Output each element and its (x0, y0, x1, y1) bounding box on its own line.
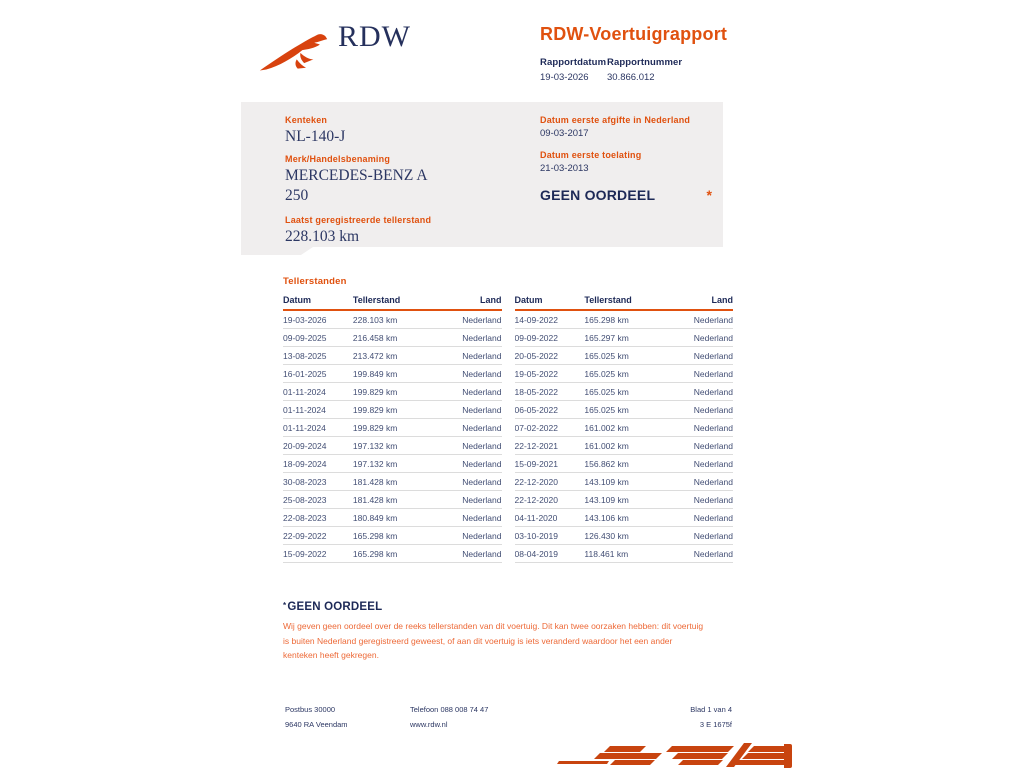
table-cell: Nederland (436, 527, 502, 545)
table-cell: 22-12-2020 (515, 491, 585, 509)
merk-value: MERCEDES-BENZ A 250 (285, 167, 427, 204)
table-cell: 19-03-2026 (283, 310, 353, 329)
col-header-tellerstand: Tellerstand (584, 293, 667, 310)
col-header-datum: Datum (283, 293, 353, 310)
footer-address-line2: 9640 RA Veendam (285, 720, 348, 729)
table-cell: Nederland (436, 491, 502, 509)
table-cell: 143.109 km (584, 491, 667, 509)
table-cell: 09-09-2025 (283, 329, 353, 347)
table-cell: 07-02-2022 (515, 419, 585, 437)
col-header-datum: Datum (515, 293, 585, 310)
table-cell: Nederland (436, 347, 502, 365)
table-cell: 165.298 km (353, 545, 436, 563)
table-row (283, 545, 502, 563)
table-row (515, 365, 734, 383)
table-cell: 199.849 km (353, 365, 436, 383)
table-row (283, 509, 502, 527)
footer-pageinfo (690, 702, 732, 732)
table-row (515, 419, 734, 437)
report-title: RDW-Voertuigrapport (540, 24, 728, 44)
col-header-land: Land (436, 293, 502, 310)
tellerstanden-section (283, 276, 733, 563)
report-number-field (607, 57, 683, 83)
table-cell: 181.428 km (353, 473, 436, 491)
tellerstanden-title: Tellerstanden (283, 276, 347, 287)
table-cell: 143.106 km (584, 509, 667, 527)
table-cell: 01-11-2024 (283, 383, 353, 401)
table-cell: 18-09-2024 (283, 455, 353, 473)
table-cell: Nederland (436, 401, 502, 419)
rdw-wing-stripes-graphic (548, 742, 792, 768)
table-cell: 228.103 km (353, 310, 436, 329)
table-header-row (515, 293, 734, 310)
table-row (515, 473, 734, 491)
table-cell: 15-09-2022 (283, 545, 353, 563)
table-row (515, 347, 734, 365)
table-row (515, 491, 734, 509)
table-cell: 199.829 km (353, 383, 436, 401)
table-cell: Nederland (667, 310, 733, 329)
table-cell: 14-09-2022 (515, 310, 585, 329)
table-row (283, 527, 502, 545)
table-cell: Nederland (436, 473, 502, 491)
report-title-block (540, 24, 727, 83)
report-date-value: 19-03-2026 (540, 72, 589, 83)
table-cell: Nederland (667, 365, 733, 383)
table-cell: 161.002 km (584, 419, 667, 437)
table-cell: 143.109 km (584, 473, 667, 491)
table-cell: Nederland (436, 383, 502, 401)
report-date-label: Rapportdatum (540, 57, 607, 68)
footnote-asterisk: * (283, 601, 287, 610)
table-row (515, 545, 734, 563)
table-cell: Nederland (436, 437, 502, 455)
rdw-wordmark: RDW (338, 20, 411, 53)
table-cell: 20-05-2022 (515, 347, 585, 365)
table-cell: 13-08-2025 (283, 347, 353, 365)
tellerstanden-table-right (515, 293, 734, 563)
merk-label: Merk/Handelsbenaming (285, 154, 391, 164)
vehicle-summary-panel (241, 102, 723, 247)
table-cell: 20-09-2024 (283, 437, 353, 455)
tellerstanden-table-left (283, 293, 502, 563)
toelating-value: 21-03-2013 (540, 163, 589, 174)
tellerstanden-tables (283, 293, 733, 563)
table-cell: 156.862 km (584, 455, 667, 473)
table-row (515, 329, 734, 347)
table-cell: 181.428 km (353, 491, 436, 509)
table-cell: 165.025 km (584, 383, 667, 401)
table-cell: 165.025 km (584, 347, 667, 365)
table-cell: 165.297 km (584, 329, 667, 347)
table-cell: 06-05-2022 (515, 401, 585, 419)
col-header-land: Land (667, 293, 733, 310)
table-cell: 126.430 km (584, 527, 667, 545)
footnote-title (283, 601, 707, 613)
table-cell: 199.829 km (353, 401, 436, 419)
geen-oordeel-footnote (283, 601, 707, 663)
table-row (283, 329, 502, 347)
table-cell: Nederland (436, 545, 502, 563)
kenteken-value: NL-140-J (285, 128, 346, 145)
rdw-logo-bird-icon (258, 28, 330, 76)
table-cell: 180.849 km (353, 509, 436, 527)
table-cell: 01-11-2024 (283, 401, 353, 419)
table-cell: 18-05-2022 (515, 383, 585, 401)
table-cell: 22-12-2021 (515, 437, 585, 455)
table-row (283, 473, 502, 491)
table-cell: Nederland (667, 329, 733, 347)
table-row (283, 401, 502, 419)
footer-form-code: 3 E 1675f (699, 720, 732, 729)
oordeel-asterisk: * (706, 187, 712, 203)
tellerstand-label: Laatst geregistreerde tellerstand (285, 215, 432, 225)
table-row (283, 455, 502, 473)
table-cell: Nederland (667, 401, 733, 419)
table-row (515, 310, 734, 329)
afgifte-label: Datum eerste afgifte in Nederland (540, 115, 691, 125)
table-cell: 165.298 km (584, 310, 667, 329)
table-row (283, 419, 502, 437)
table-row (283, 310, 502, 329)
table-row (283, 347, 502, 365)
table-cell: Nederland (436, 455, 502, 473)
table-cell: Nederland (667, 383, 733, 401)
table-cell: 197.132 km (353, 437, 436, 455)
table-cell: 216.458 km (353, 329, 436, 347)
table-row (515, 383, 734, 401)
table-cell: 199.829 km (353, 419, 436, 437)
report-number-value: 30.866.012 (607, 72, 655, 83)
table-cell: Nederland (667, 419, 733, 437)
table-cell: 165.298 km (353, 527, 436, 545)
table-cell: 30-08-2023 (283, 473, 353, 491)
rdw-brand (258, 20, 411, 76)
table-cell: 03-10-2019 (515, 527, 585, 545)
table-cell: 09-09-2022 (515, 329, 585, 347)
oordeel-row (540, 187, 712, 203)
footer-address-line1: Postbus 30000 (285, 705, 336, 714)
table-row (515, 509, 734, 527)
table-cell: 165.025 km (584, 401, 667, 419)
table-cell: Nederland (436, 365, 502, 383)
table-row (515, 437, 734, 455)
table-cell: Nederland (667, 545, 733, 563)
table-cell: 19-05-2022 (515, 365, 585, 383)
kenteken-label: Kenteken (285, 115, 328, 125)
table-cell: Nederland (667, 527, 733, 545)
table-cell: 213.472 km (353, 347, 436, 365)
table-cell: 165.025 km (584, 365, 667, 383)
table-cell: 197.132 km (353, 455, 436, 473)
col-header-tellerstand: Tellerstand (353, 293, 436, 310)
report-number-label: Rapportnummer (607, 57, 683, 68)
report-meta (540, 57, 727, 83)
oordeel-verdict: GEEN OORDEEL (540, 187, 656, 203)
table-cell: 16-01-2025 (283, 365, 353, 383)
table-cell: 15-09-2021 (515, 455, 585, 473)
report-date-field (540, 57, 607, 83)
tellerstand-value: 228.103 km (285, 228, 360, 245)
footer-website-link[interactable]: www.rdw.nl (410, 720, 448, 729)
table-header-row (283, 293, 502, 310)
table-cell: Nederland (667, 491, 733, 509)
summary-right-column (540, 115, 712, 203)
footer-phone: Telefoon 088 008 74 47 (410, 705, 489, 714)
footnote-text: Wij geven geen oordeel over de reeks tellerstanden van dit voertuig. Dit kan twee oorzaken hebben: dit voertuig is buiten Nederland geregistreerd geweest, of aan dit voertuig is iets veranderd waardoor het een ander kenteken heeft gekregen. (283, 621, 704, 660)
table-cell: 22-09-2022 (283, 527, 353, 545)
table-cell: 08-04-2019 (515, 545, 585, 563)
table-cell: Nederland (667, 347, 733, 365)
table-cell: 04-11-2020 (515, 509, 585, 527)
table-cell: Nederland (436, 509, 502, 527)
table-cell: Nederland (436, 310, 502, 329)
page-footer (285, 702, 732, 738)
table-cell: 161.002 km (584, 437, 667, 455)
table-cell: Nederland (667, 473, 733, 491)
table-row (283, 437, 502, 455)
table-row (515, 527, 734, 545)
table-row (283, 383, 502, 401)
table-row (515, 401, 734, 419)
summary-left-column (285, 115, 453, 254)
table-cell: 22-12-2020 (515, 473, 585, 491)
table-row (283, 491, 502, 509)
table-cell: Nederland (667, 509, 733, 527)
table-cell: 118.461 km (584, 545, 667, 563)
table-cell: 25-08-2023 (283, 491, 353, 509)
table-row (283, 365, 502, 383)
table-cell: Nederland (436, 419, 502, 437)
footer-contact (410, 702, 488, 732)
footer-page-number: Blad 1 van 4 (690, 705, 732, 714)
table-cell: Nederland (667, 455, 733, 473)
table-cell: 22-08-2023 (283, 509, 353, 527)
table-cell: 01-11-2024 (283, 419, 353, 437)
table-row (515, 455, 734, 473)
table-cell: Nederland (436, 329, 502, 347)
afgifte-value: 09-03-2017 (540, 128, 589, 139)
footer-address (285, 702, 348, 732)
toelating-label: Datum eerste toelating (540, 150, 642, 160)
footnote-title-text: GEEN OORDEEL (287, 601, 383, 613)
table-cell: Nederland (667, 437, 733, 455)
